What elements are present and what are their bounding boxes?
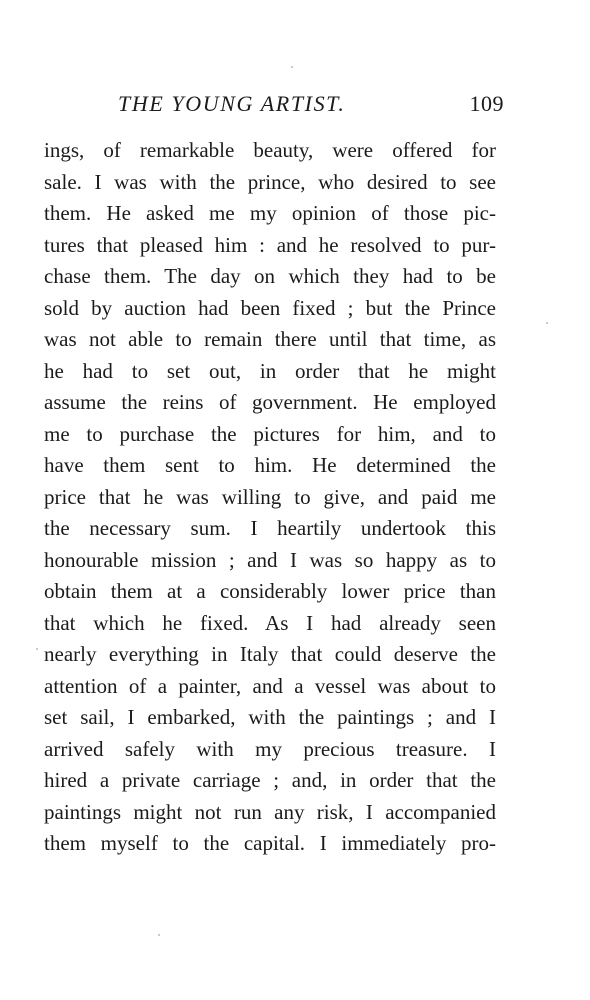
text-line: them. He asked me my opinion of those pic- [44, 201, 496, 225]
text-line: sold by auction had been fixed ; but the Prince [44, 295, 496, 320]
text-line: he had to set out, in order that he might [44, 358, 496, 383]
text-line: tures that pleased him : and he resolved to pur- [44, 232, 496, 257]
running-title: THE YOUNG ARTIST. [118, 91, 346, 116]
body-text [44, 135, 496, 860]
text-line: price that he was willing to give, and paid me [44, 484, 496, 509]
text-line: that which he fixed. As I had already seen [44, 610, 496, 635]
paper-speck [158, 934, 160, 936]
text-line: sale. I was with the prince, who desired to see [44, 169, 496, 194]
page-number: 109 [469, 91, 504, 116]
text-line: obtain them at a considerably lower price than [44, 579, 496, 603]
text-line: them myself to the capital. I immediately pro- [44, 831, 496, 855]
paper-speck [36, 648, 38, 650]
text-line: hired a private carriage ; and, in order that the [44, 768, 496, 792]
text-line: chase them. The day on which they had to be [44, 264, 496, 288]
text-line: was not able to remain there until that time, as [44, 327, 496, 351]
text-line: paintings might not run any risk, I accompanied [44, 799, 496, 824]
paper-speck [546, 322, 548, 324]
text-line: honourable mission ; and I was so happy as to [44, 547, 496, 572]
running-head [44, 88, 504, 120]
text-line: attention of a painter, and a vessel was about to [44, 673, 496, 698]
text-line: ings, of remarkable beauty, were offered for [44, 138, 496, 162]
text-line: nearly everything in Italy that could deserve the [44, 642, 496, 666]
text-line: assume the reins of government. He employed [44, 390, 496, 414]
text-line: arrived safely with my precious treasure. I [44, 736, 496, 761]
text-line: the necessary sum. I heartily undertook this [44, 516, 496, 540]
paper-speck [291, 66, 293, 68]
text-line: have them sent to him. He determined the [44, 453, 496, 477]
text-line: me to purchase the pictures for him, and to [44, 421, 496, 446]
text-line: set sail, I embarked, with the paintings ; and I [44, 705, 496, 729]
